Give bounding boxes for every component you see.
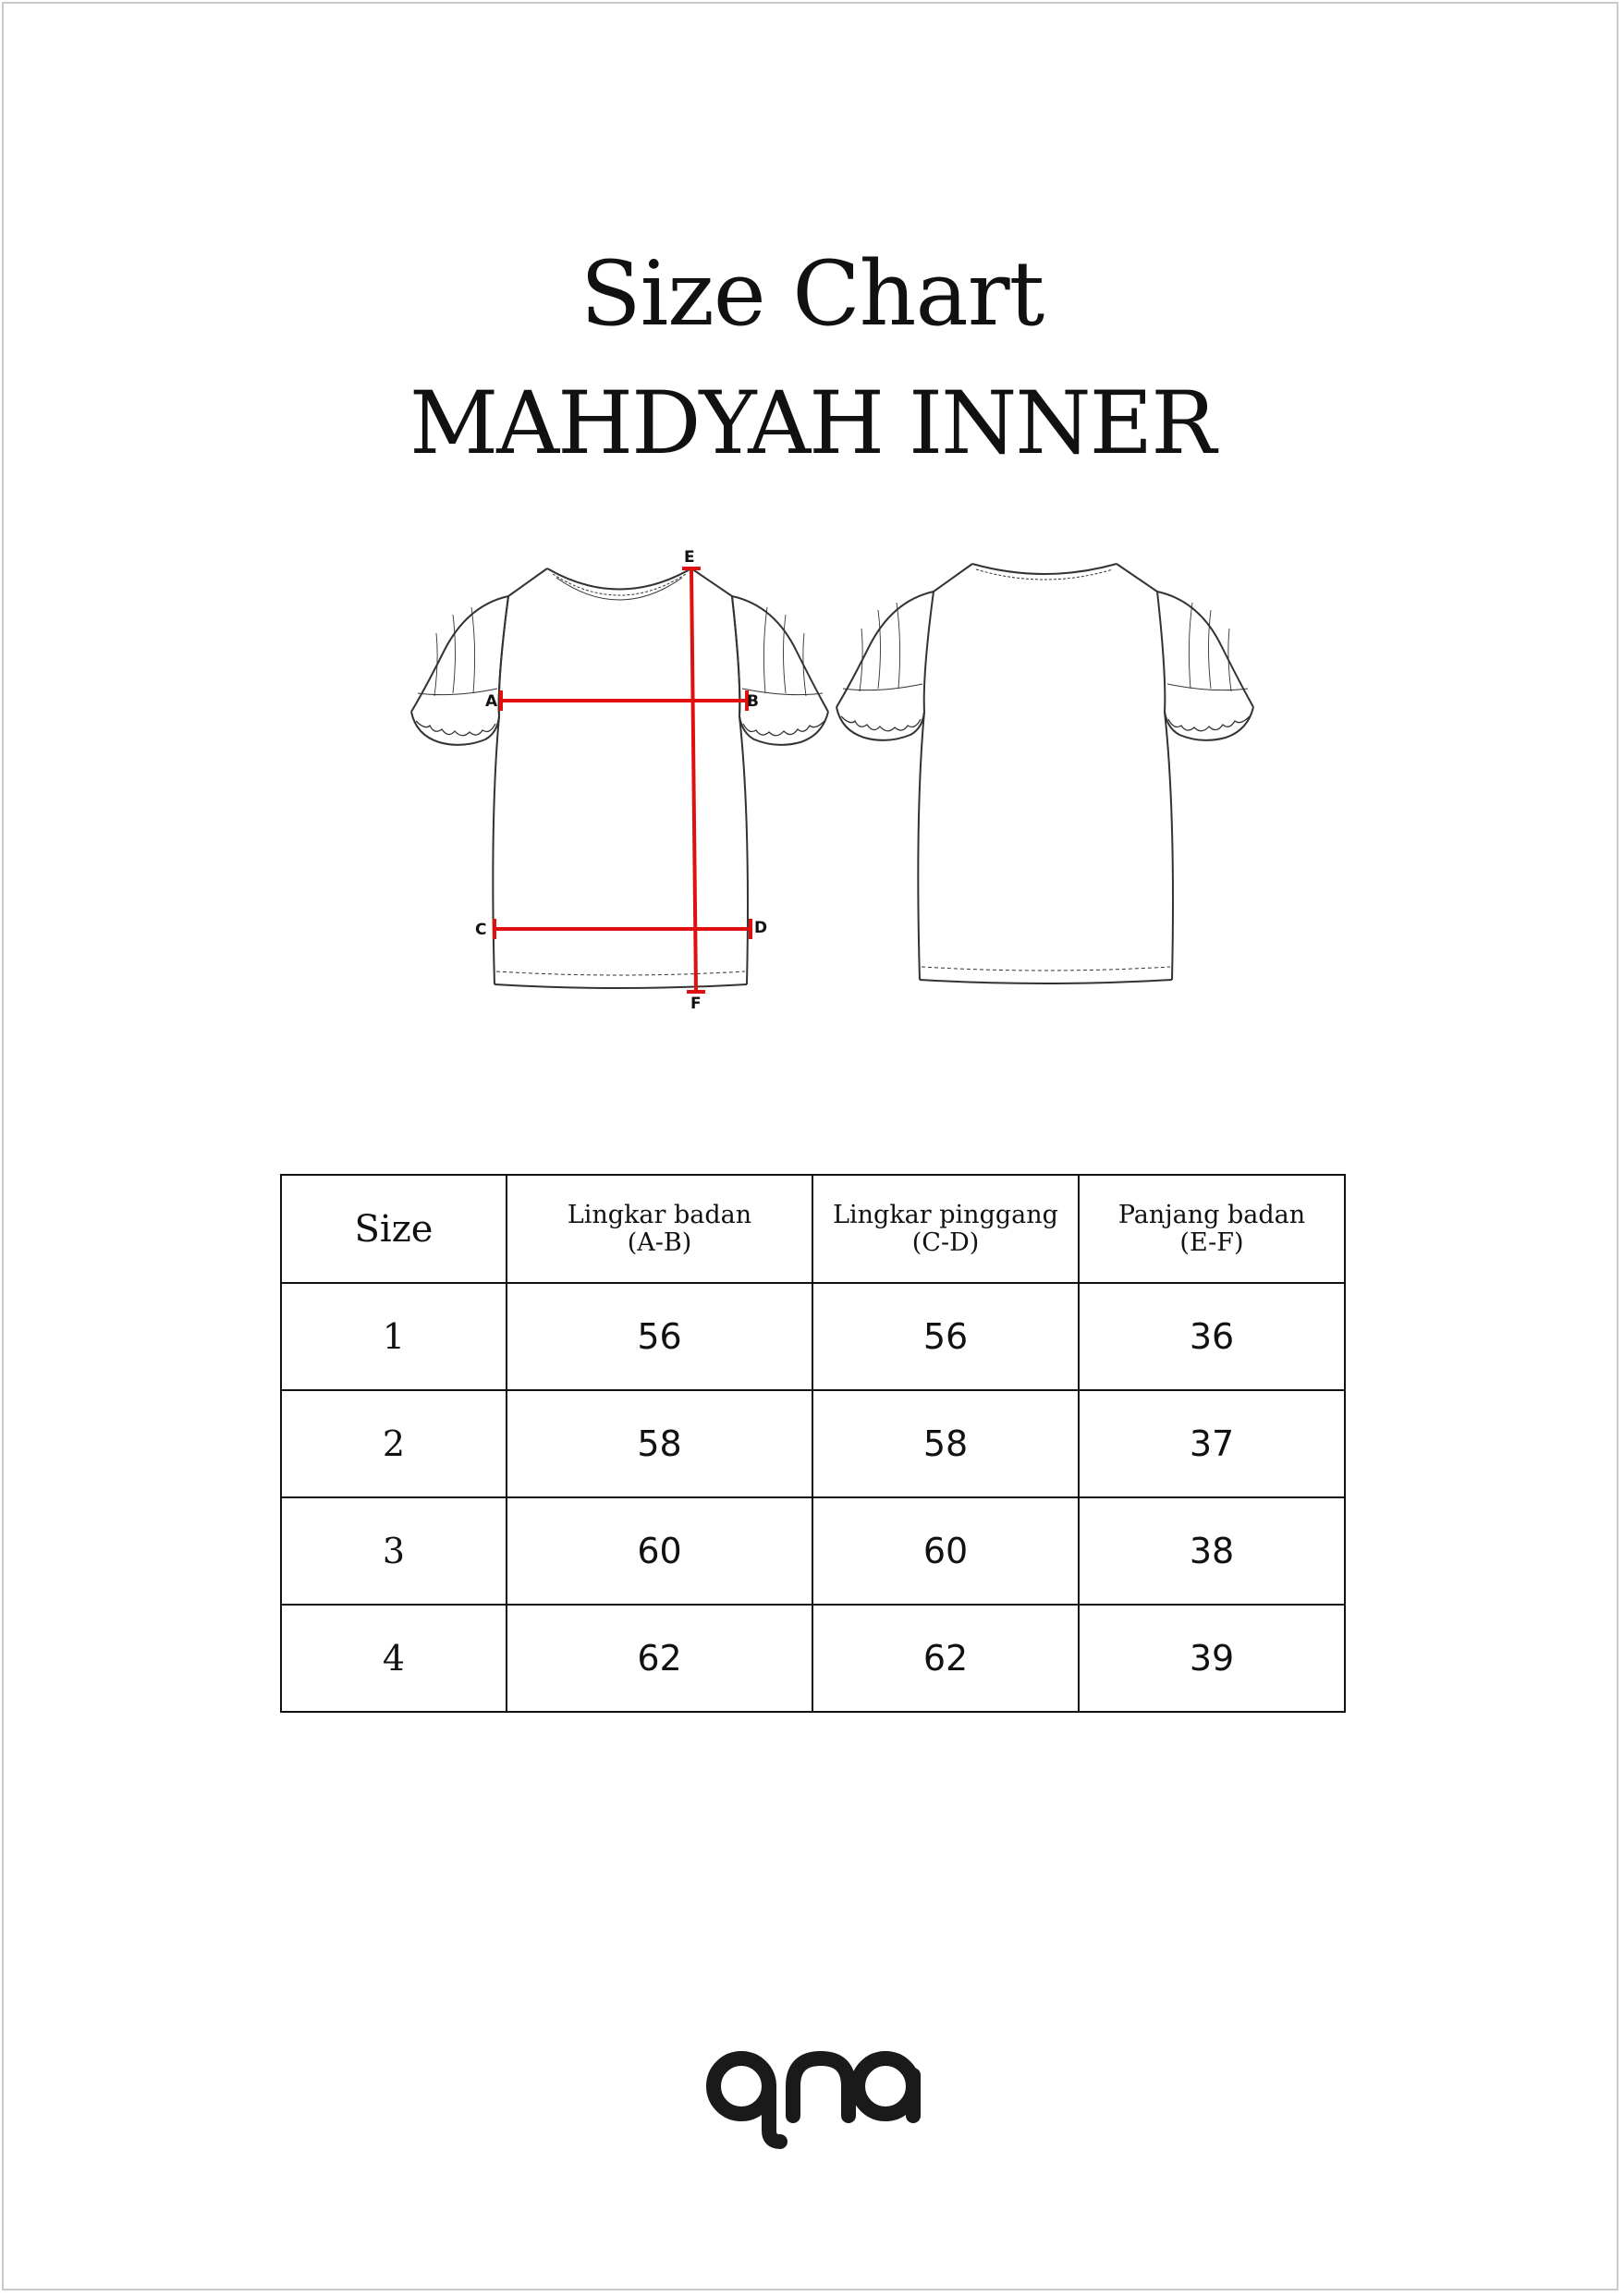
cell-chest: 60 [507,1497,812,1605]
cell-chest: 58 [507,1390,812,1497]
cell-size: 3 [281,1497,507,1605]
cell-length: 37 [1079,1390,1345,1497]
size-table [280,1174,1346,1713]
cell-waist: 58 [812,1390,1079,1497]
cell-waist: 56 [812,1283,1079,1390]
table-header-row [281,1175,1345,1283]
cell-waist: 60 [812,1497,1079,1605]
header-length: Panjang badan (E-F) [1079,1175,1345,1283]
table-row [281,1497,1345,1605]
table-row [281,1605,1345,1712]
label-e: E [684,548,695,567]
label-d: D [754,919,768,937]
product-name: MAHDYAH INNER [409,373,1215,474]
cell-chest: 56 [507,1283,812,1390]
table-row [281,1283,1345,1390]
cell-size: 2 [281,1390,507,1497]
page-title: Size Chart [580,242,1044,346]
measurement-lines [495,568,751,992]
table-row [281,1390,1345,1497]
header-waist: Lingkar pinggang (C-D) [812,1175,1079,1283]
cell-chest: 62 [507,1605,812,1712]
back-shirt-outline [836,564,1253,983]
garment-diagram [388,541,1276,1012]
label-b: B [747,692,759,711]
cell-length: 36 [1079,1283,1345,1390]
cell-length: 39 [1079,1605,1345,1712]
cell-length: 38 [1079,1497,1345,1605]
header-chest: Lingkar badan (A-B) [507,1175,812,1283]
cell-size: 4 [281,1605,507,1712]
cell-size: 1 [281,1283,507,1390]
label-a: A [485,692,498,711]
label-c: C [475,921,487,939]
cell-waist: 62 [812,1605,1079,1712]
qna-logo-icon [702,2029,924,2158]
label-f: F [690,995,702,1012]
header-size: Size [281,1175,507,1283]
